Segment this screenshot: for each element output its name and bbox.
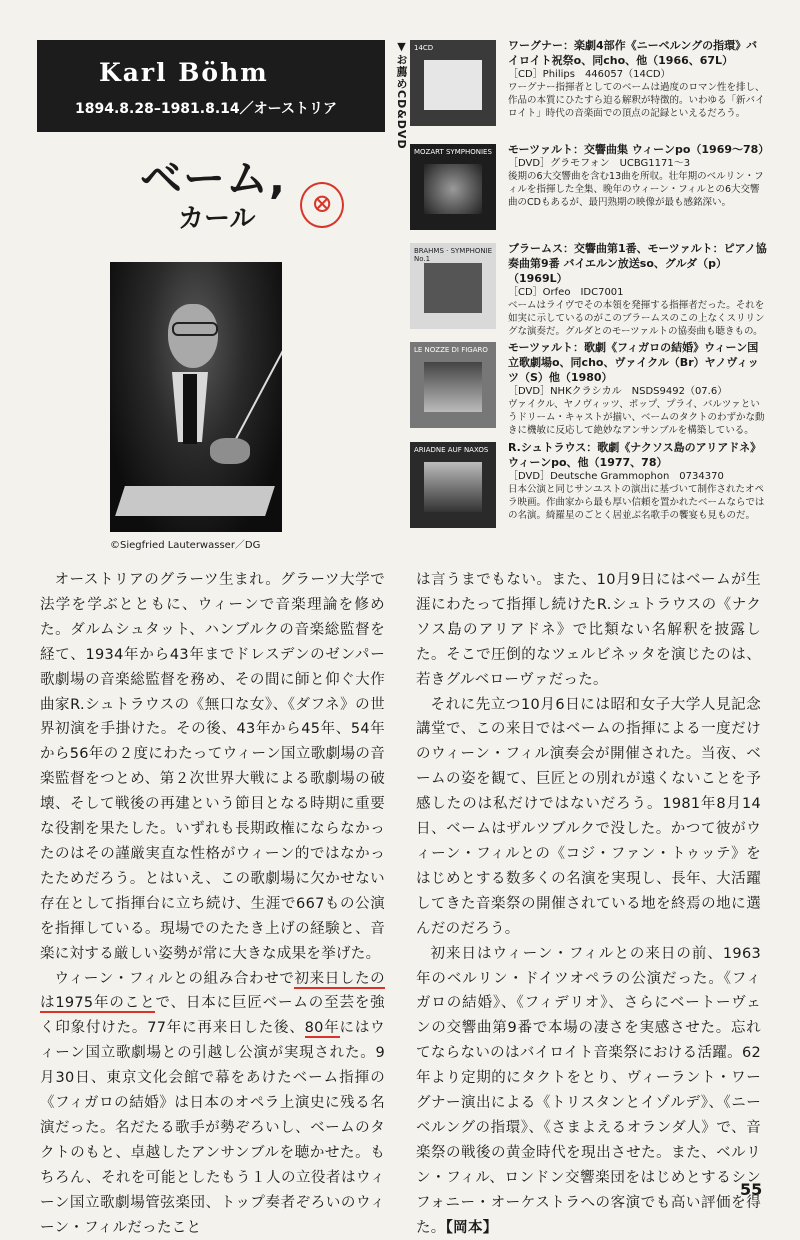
rec-meta: ［DVD］NHKクラシカル NSDS9492（07.6）: [508, 385, 768, 398]
text-run: ウィーン・フィルとの組み合わせで: [55, 971, 295, 987]
score-shape: [115, 486, 275, 516]
paragraph: は言うまでもない。また、10月9日にはベームが生涯にわたって指揮し続けたR.シュトラウスの《ナクソス島のアリアドネ》で比類ない名解釈を披露した。そこで圧倒的なツェルビネッタを演じたのは、若きグルベローヴァだった。: [416, 568, 761, 693]
rec-title: モーツァルト：交響曲集 ウィーンpo（1969〜78）: [508, 142, 768, 157]
page-subtitle: カール: [178, 198, 255, 235]
hand-shape: [210, 438, 250, 464]
rec-title: R.シュトラウス：歌劇《ナクソス島のアリアドネ》ウィーンpo、他（1977、78）: [508, 440, 768, 470]
tie-shape: [183, 374, 197, 444]
rec-desc: ヴァイクル、ヤノヴィッツ、ポップ、プライ、バルツァというドリーム・キャストが揃い、ベームのタクトのわずかな動きに機敏に反応して絶妙なアンサンブルを構築している。: [508, 398, 768, 437]
underlined-text: 80年: [305, 1020, 340, 1038]
face-shape: [168, 304, 218, 368]
page-title: ベーム,: [140, 146, 286, 206]
cover-label: 14CD: [414, 44, 433, 52]
dvd-cover: [410, 442, 496, 528]
paragraph: [416, 942, 761, 1240]
artist-dates: 1894.8.28–1981.8.14／オーストリア: [75, 98, 337, 118]
body-column-right: [416, 568, 761, 1240]
album-cover: [410, 40, 496, 126]
cover-label: ARIADNE AUF NAXOS: [414, 446, 488, 454]
rec-meta: ［DVD］グラモフォン UCBG1171〜3: [508, 157, 768, 170]
cover-label: LE NOZZE DI FIGARO: [414, 346, 488, 354]
artist-header: [37, 40, 385, 132]
underlined-text: 初来日したのは1975年のこと: [40, 971, 385, 1014]
rec-desc: ワーグナー指揮者としてのベームは過度のロマン性を排し、作品の本質にひたすら迫る解釈が特徴的。いわゆる「新バイロイト」時代の音楽面での頂点の記録といえるだろう。: [508, 81, 768, 120]
rec-title: ワーグナー：楽劇4部作《ニーベルングの指環》バイロイト祝祭o、同cho、他（1966、67L）: [508, 38, 768, 68]
paragraph: [40, 967, 385, 1240]
recommend-label: ▼お薦めCD&DVD: [393, 40, 409, 150]
album-cover: [410, 243, 496, 329]
dvd-cover: [410, 342, 496, 428]
cover-label: BRAHMS · SYMPHONIE No.1: [414, 247, 496, 263]
rec-title: ブラームス：交響曲第1番、モーツァルト：ピアノ協奏曲第9番 バイエルン放送so、グルダ（p）（1969L）: [508, 241, 768, 286]
conductor-photo: [110, 262, 282, 532]
page-number: 55: [740, 1180, 762, 1199]
dvd-cover: [410, 144, 496, 230]
text-run: で、日本に巨匠ベームの至芸を強く印象付けた。77年に再来日した後、: [40, 995, 385, 1036]
handwritten-mark: ⊗: [300, 182, 344, 228]
author-credit: 【岡本】: [446, 1220, 498, 1236]
paragraph: オーストリアのグラーツ生まれ。グラーツ大学で法学を学ぶとともに、ウィーンで音楽理論を修めた。ダルムシュタット、ハンブルクの音楽総監督を経て、1934年から43年までドレスデンのゼンパー歌劇場の音楽総監督を務め、その間に師と仰ぐ大作曲家R.シュトラウスの《無口な女》、《ダフネ》の世界初演を手掛けた。その後、43年から45年、54年から56年の２度にわたってウィーン国立歌劇場の音楽監督をつとめ、第２次世界大戦による歌劇場の破壊、そして戦後の再建という節目となる時期に重要な役割を果たした。いずれも長期政権にならなかったのはその謹厳実直な性格がウィーン的ではなかったためだろう。とはいえ、この歌劇場に欠かせない存在として指揮台に立ち続け、生涯で667もの公演を指揮している。現場でのたたき上げの経験と、音楽に対する厳しい姿勢が常に大きな成果を挙げた。: [40, 568, 385, 967]
rec-meta: ［DVD］Deutsche Grammophon 0734370: [508, 470, 768, 483]
baton-shape: [228, 319, 282, 452]
rec-desc: ベームはライヴでその本領を発揮する指揮者だった。それを如実に示しているのがこのブラームスのこの上なくスリリングな演奏だ。グルダとのモーツァルトの協奏曲も聴きもの。: [508, 299, 768, 338]
rec-title: モーツァルト：歌劇《フィガロの結婚》ウィーン国立歌劇場o、同cho、ヴァイクル（Br）ヤノヴィッツ（S）他（1980）: [508, 340, 768, 385]
rec-desc: 日本公演と同じサンユストの演出に基づいて制作されたオペラ映画。作曲家から最も厚い信頼を置かれたベームならではの名演。綺羅星のごとく居並ぶ名歌手の饗宴も見ものだ。: [508, 483, 768, 522]
text-run: 初来日はウィーン・フィルとの来日の前、1963年のベルリン・ドイツオペラの公演だった。《フィガロの結婚》、《フィデリオ》、さらにベートーヴェンの交響曲第9番で本場の凄さを実感させた。忘れてならないのはバイロイト音楽祭における活躍。62年より定期的にタクトをとり、ヴィーラント・ワーグナー演出による《トリスタンとイゾルデ》、《ニーベルングの指環》、《さまよえるオランダ人》で、音楽祭の戦後の黄金時代を現出させた。また、ベルリン・フィル、ロンドン交響楽団をはじめとするシンフォニー・オーケストラへの客演でも高い評価を得た。: [416, 946, 761, 1236]
glasses-shape: [172, 322, 218, 336]
body-column-left: [40, 568, 385, 1240]
rec-meta: ［CD］Orfeo IDC7001: [508, 286, 768, 299]
photo-credit: ©Siegfried Lauterwasser／DG: [110, 536, 260, 551]
rec-desc: 後期の6大交響曲を含む13曲を所収。壮年期のベルリン・フィルを指揮した全集、晩年のウィーン・フィルとの6大交響曲のCDもあるが、最円熟期の映像が最も感銘深い。: [508, 170, 768, 209]
paragraph: それに先立つ10月6日には昭和女子大学人見記念講堂で、この来日ではベームの指揮による一度だけのウィーン・フィル演奏会が開催された。当夜、ベームの姿を観て、巨匠との別れが遠くないことを予感したのは私だけではないだろう。1981年8月14日、ベームはザルツブルクで没した。かつて彼がウィーン・フィルとの《コジ・ファン・トゥッテ》をはじめとする数多くの名演を実現し、長年、大活躍してきた音楽祭の開催されている地を終焉の地に選んだのだろう。: [416, 693, 761, 942]
artist-name-latin: Karl Böhm: [99, 58, 269, 87]
cover-label: MOZART SYMPHONIES: [414, 148, 492, 156]
rec-meta: ［CD］Philips 446057（14CD）: [508, 68, 768, 81]
text-run: にはウィーン国立歌劇場との引越し公演が実現された。9月30日、東京文化会館で幕をあけたベーム指揮の《フィガロの結婚》は日本のオペラ上演史に残る名演だった。名だたる歌手が勢ぞろいし、ベームのタクトのもと、卓越したアンサンブルを聴かせた。もちろん、それを可能としたもう１人の立役者はウィーン国立歌劇場管弦楽団、トップ奏者ぞろいのウィーン・フィルだったこと: [40, 1020, 385, 1235]
